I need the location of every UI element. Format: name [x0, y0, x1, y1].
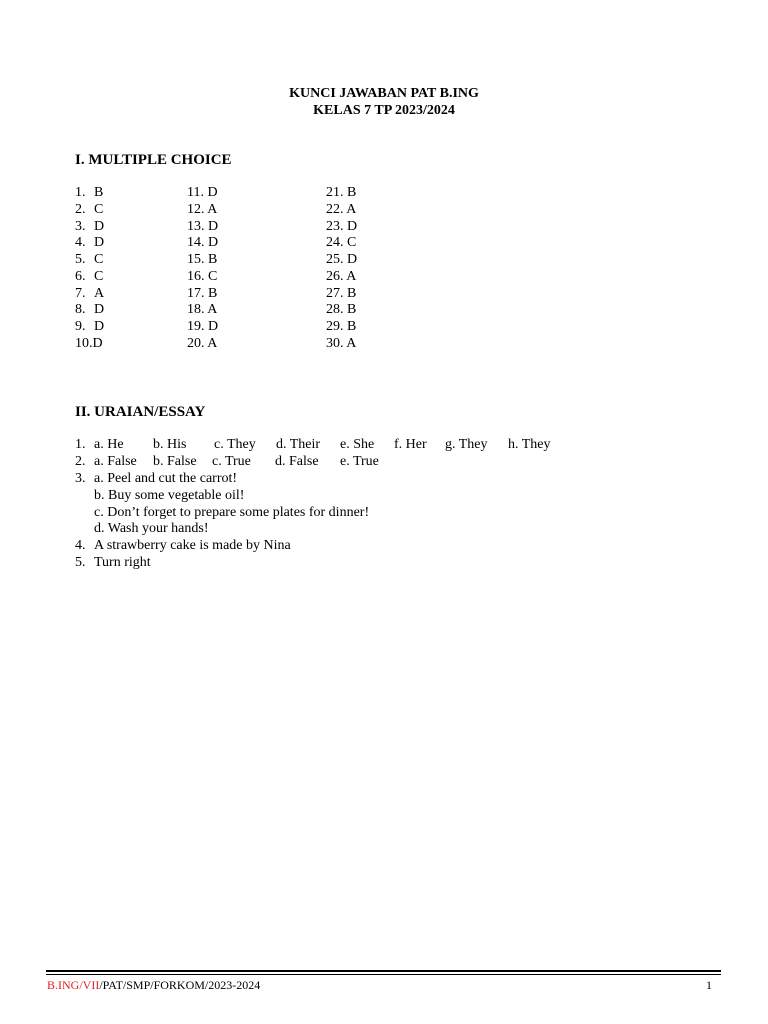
- q3-answer-a: a. Peel and cut the carrot!: [94, 470, 238, 486]
- answer-row: [326, 336, 357, 353]
- answer-letter: B: [347, 319, 357, 334]
- answer-row: [326, 202, 357, 219]
- answer-number: 26.: [326, 268, 344, 284]
- page-number: 1: [706, 978, 712, 992]
- answer-number: 2.: [75, 201, 86, 217]
- question-number: 4.: [75, 538, 86, 554]
- section-heading-essay: II. URAIAN/ESSAY: [75, 404, 206, 420]
- q3-answer-c: c. Don’t forget to prepare some plates for dinner!: [94, 504, 370, 520]
- answer-number: 29.: [326, 319, 344, 334]
- q2-answer-b: b. False: [153, 453, 197, 469]
- answer-number: 6.: [75, 268, 86, 284]
- answer-number: 1.: [75, 185, 86, 200]
- q1-answer-d: d. Their: [276, 437, 321, 452]
- answer-number: 17.: [187, 285, 205, 301]
- answer-number: 11.: [187, 185, 204, 200]
- answer-row: [326, 185, 357, 202]
- answer-number: 4.: [75, 235, 86, 251]
- answer-letter: B: [347, 185, 357, 200]
- answer-number: 7.: [75, 285, 86, 301]
- answer-letter: D: [94, 302, 105, 318]
- answer-number: 10.: [75, 335, 93, 351]
- answer-number: 18.: [187, 302, 205, 318]
- answer-number: 27.: [326, 285, 344, 301]
- answer-row: [187, 269, 218, 286]
- answer-number: 19.: [187, 319, 205, 334]
- q4-answer: A strawberry cake is made by Nina: [94, 538, 291, 554]
- answer-row: [187, 336, 218, 353]
- q5-answer: Turn right: [94, 555, 151, 571]
- answer-letter: A: [346, 268, 357, 284]
- answer-row: [187, 235, 218, 252]
- answer-letter: C: [94, 201, 104, 217]
- answer-column-1: [75, 185, 104, 353]
- answer-row: [75, 185, 104, 202]
- answer-letter: C: [94, 268, 104, 284]
- answer-letter: D: [208, 319, 219, 334]
- q1-answer-h: h. They: [508, 437, 551, 452]
- answer-number: 30.: [326, 335, 344, 351]
- question-number: 5.: [75, 555, 86, 571]
- answer-letter: A: [94, 285, 105, 301]
- q1-answer-f: f. Her: [394, 437, 427, 452]
- answer-letter: B: [347, 302, 357, 318]
- answer-letter: D: [207, 185, 218, 200]
- answer-number: 23.: [326, 218, 344, 234]
- q3-answer-b: b. Buy some vegetable oil!: [94, 487, 245, 503]
- answer-letter: D: [94, 319, 105, 334]
- answer-row: [187, 219, 218, 236]
- answer-number: 15.: [187, 252, 205, 267]
- answer-letter: D: [208, 235, 219, 251]
- answer-row: [187, 286, 218, 303]
- answer-letter: B: [347, 285, 357, 301]
- question-number: 3.: [75, 470, 86, 486]
- answer-row: [75, 302, 104, 319]
- answer-row: [75, 252, 104, 269]
- answer-letter: A: [207, 302, 218, 318]
- answer-row: [326, 319, 357, 336]
- answer-row: [187, 252, 218, 269]
- footer-document-code: [47, 978, 260, 993]
- answer-letter: A: [207, 335, 218, 351]
- answer-letter: D: [92, 335, 103, 351]
- document-title: KUNCI JAWABAN PAT B.ING: [289, 86, 479, 101]
- answer-number: 5.: [75, 252, 86, 267]
- footer-code-rest: /PAT/SMP/FORKOM/2023-2024: [99, 978, 261, 992]
- answer-letter: D: [347, 252, 358, 267]
- answer-column-2: [187, 185, 218, 353]
- answer-row: [326, 302, 357, 319]
- answer-column-3: [326, 185, 357, 353]
- answer-number: 28.: [326, 302, 344, 318]
- document-subtitle: KELAS 7 TP 2023/2024: [313, 103, 455, 118]
- q1-answer-c: c. They: [214, 437, 256, 452]
- answer-letter: A: [346, 201, 357, 217]
- answer-number: 14.: [187, 235, 205, 251]
- footer-divider: [46, 970, 721, 972]
- answer-row: [326, 219, 357, 236]
- answer-number: 25.: [326, 252, 344, 267]
- q1-answer-g: g. They: [445, 437, 488, 452]
- answer-letter: D: [208, 218, 219, 234]
- answer-letter: D: [347, 218, 358, 234]
- footer-divider-thin: [46, 974, 721, 975]
- answer-row: [187, 302, 218, 319]
- answer-row: [326, 235, 357, 252]
- answer-row: [75, 235, 104, 252]
- answer-row: [326, 252, 357, 269]
- answer-number: 20.: [187, 335, 205, 351]
- answer-letter: D: [94, 235, 105, 251]
- answer-letter: B: [94, 185, 104, 200]
- answer-row: [326, 269, 357, 286]
- answer-number: 13.: [187, 218, 205, 234]
- answer-number: 16.: [187, 268, 205, 284]
- q2-answer-e: e. True: [340, 453, 379, 469]
- answer-row: [187, 185, 218, 202]
- footer-code-subject: B.ING/VII: [47, 978, 100, 992]
- q3-answer-d: d. Wash your hands!: [94, 521, 209, 537]
- answer-number: 12.: [187, 201, 205, 217]
- answer-row: [75, 269, 104, 286]
- answer-row: [326, 286, 357, 303]
- answer-letter: A: [346, 335, 357, 351]
- answer-letter: C: [347, 235, 357, 251]
- answer-letter: C: [94, 252, 104, 267]
- answer-row: [75, 202, 104, 219]
- answer-letter: C: [208, 268, 218, 284]
- section-heading-multiple-choice: I. MULTIPLE CHOICE: [75, 152, 232, 168]
- q1-answer-e: e. She: [340, 437, 375, 452]
- q2-answer-c: c. True: [212, 453, 251, 469]
- answer-letter: B: [208, 252, 218, 267]
- q1-answer-b: b. His: [153, 437, 187, 452]
- answer-row: [75, 336, 104, 353]
- answer-number: 24.: [326, 235, 344, 251]
- answer-row: [75, 319, 104, 336]
- answer-number: 3.: [75, 218, 86, 234]
- answer-number: 21.: [326, 185, 344, 200]
- q1-answer-a: a. He: [94, 437, 124, 452]
- q2-answer-d: d. False: [275, 453, 319, 469]
- q2-answer-a: a. False: [94, 453, 137, 469]
- question-number: 2.: [75, 453, 86, 469]
- question-number: 1.: [75, 437, 86, 452]
- answer-row: [187, 202, 218, 219]
- answer-row: [75, 219, 104, 236]
- answer-letter: B: [208, 285, 218, 301]
- answer-letter: A: [207, 201, 218, 217]
- answer-row: [75, 286, 104, 303]
- answer-letter: D: [94, 218, 105, 234]
- answer-number: 22.: [326, 201, 344, 217]
- answer-row: [187, 319, 218, 336]
- answer-number: 9.: [75, 319, 86, 334]
- answer-number: 8.: [75, 302, 86, 318]
